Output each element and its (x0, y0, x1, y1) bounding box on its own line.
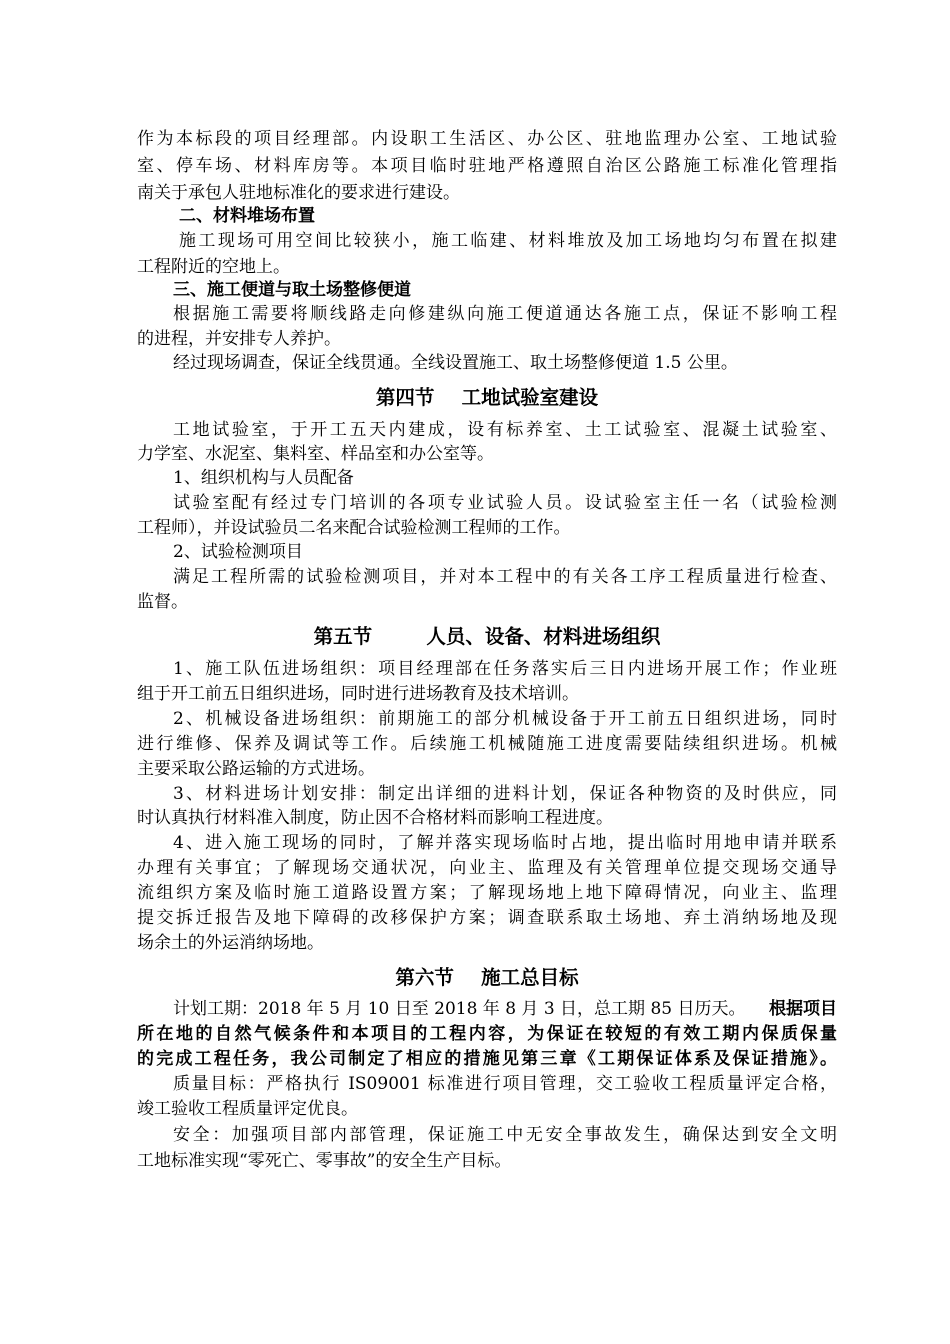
paragraph-line: 办理有关事宜；了解现场交通状况，向业主、监理及有关管理单位提交现场交通导 (137, 858, 837, 878)
paragraph-line: 南关于承包人驻地标准化的要求进行建设。 (137, 183, 460, 203)
paragraph-line: 1、施工队伍进场组织：项目经理部在任务落实后三日内进场开展工作；作业班 (173, 659, 837, 679)
paragraph-line (173, 997, 837, 1021)
paragraph-line: 组于开工前五日组织进场，同时进行进场教育及技术培训。 (137, 684, 579, 704)
paragraph-line: 作为本标段的项目经理部。内设职工生活区、办公区、驻地监理办公室、工地试验 (137, 129, 837, 149)
paragraph-line: 时认真执行材料准入制度，防止因不合格材料而影响工程进度。 (137, 808, 613, 828)
paragraph-line: 力学室、水泥室、集料室、样品室和办公室等。 (137, 444, 494, 464)
paragraph-line: 进行维修、保养及调试等工作。后续施工机械随施工进度需要陆续组织进场。机械 (137, 734, 837, 754)
paragraph-line: 主要采取公路运输的方式进场。 (137, 759, 375, 779)
paragraph-line: 提交拆迁报告及地下障碍的改移保护方案；调查联系取土场地、弃土消纳场地及现 (137, 908, 837, 928)
paragraph-line: 经过现场调查，保证全线贯通。全线设置施工、取土场整修便道 1.5 公里。 (173, 353, 738, 373)
paragraph-line: 所在地的自然气候条件和本项目的工程内容，为保证在较短的有效工期内保质保量 (137, 1024, 837, 1044)
section-heading-4: 第四节 工地试验室建设 (375, 386, 599, 409)
paragraph-line: 根据施工需要将顺线路走向修建纵向施工便道通达各施工点，保证不影响工程 (173, 304, 837, 324)
paragraph-line: 室、停车场、材料库房等。本项目临时驻地严格遵照自治区公路施工标准化管理指 (137, 156, 837, 176)
paragraph-line: 工地试验室，于开工五天内建成，设有标养室、土工试验室、混凝土试验室、 (173, 420, 837, 440)
subheading-material-yard: 二、材料堆场布置 (179, 206, 315, 226)
paragraph-line: 试验室配有经过专门培训的各项专业试验人员。设试验室主任一名（试验检测 (173, 493, 837, 513)
paragraph-line: 监督。 (137, 592, 188, 612)
paragraph-line: 场余土的外运消纳场地。 (137, 933, 324, 953)
paragraph-line: 满足工程所需的试验检测项目，并对本工程中的有关各工序工程质量进行检查、 (173, 567, 837, 587)
paragraph-line: 工地标准实现“零死亡、零事故”的安全生产目标。 (137, 1151, 512, 1171)
schedule-bold-tail: 根据项目 (769, 999, 837, 1019)
paragraph-line: 质量目标：严格执行 IS09001 标准进行项目管理，交工验收工程质量评定合格， (173, 1074, 837, 1094)
paragraph-line: 4、进入施工现场的同时，了解并落实现场临时占地，提出临时用地申请并联系 (173, 833, 837, 853)
paragraph-line: 安全：加强项目部内部管理，保证施工中无安全事故发生，确保达到安全文明 (173, 1125, 837, 1145)
list-item: 2、试验检测项目 (173, 542, 303, 562)
section-heading-5: 第五节 人员、设备、材料进场组织 (313, 625, 661, 648)
paragraph-line: 的完成工程任务，我公司制定了相应的措施见第三章《工期保证体系及保证措施》。 (137, 1049, 837, 1069)
paragraph-line: 的进程，并安排专人养护。 (137, 329, 341, 349)
section-heading-6: 第六节 施工总目标 (395, 966, 579, 989)
schedule-text: 计划工期：2018 年 5 月 10 日至 2018 年 8 月 3 日，总工期 85 日历天。 (173, 999, 746, 1019)
paragraph-line: 施工现场可用空间比较狭小，施工临建、材料堆放及加工场地均匀布置在拟建 (179, 231, 837, 251)
paragraph-line: 流组织方案及临时施工道路设置方案；了解现场地上地下障碍情况，向业主、监理 (137, 883, 837, 903)
paragraph-line: 工程师），并设试验员二名来配合试验检测工程师的工作。 (137, 518, 571, 538)
paragraph-line: 3、材料进场计划安排：制定出详细的进料计划，保证各种物资的及时供应，同 (173, 784, 837, 804)
subheading-access-road: 三、施工便道与取土场整修便道 (173, 280, 411, 300)
paragraph-line: 竣工验收工程质量评定优良。 (137, 1099, 358, 1119)
paragraph-line: 2、机械设备进场组织：前期施工的部分机械设备于开工前五日组织进场，同时 (173, 709, 837, 729)
list-item: 1、组织机构与人员配备 (173, 468, 354, 488)
paragraph-line: 工程附近的空地上。 (137, 257, 290, 277)
